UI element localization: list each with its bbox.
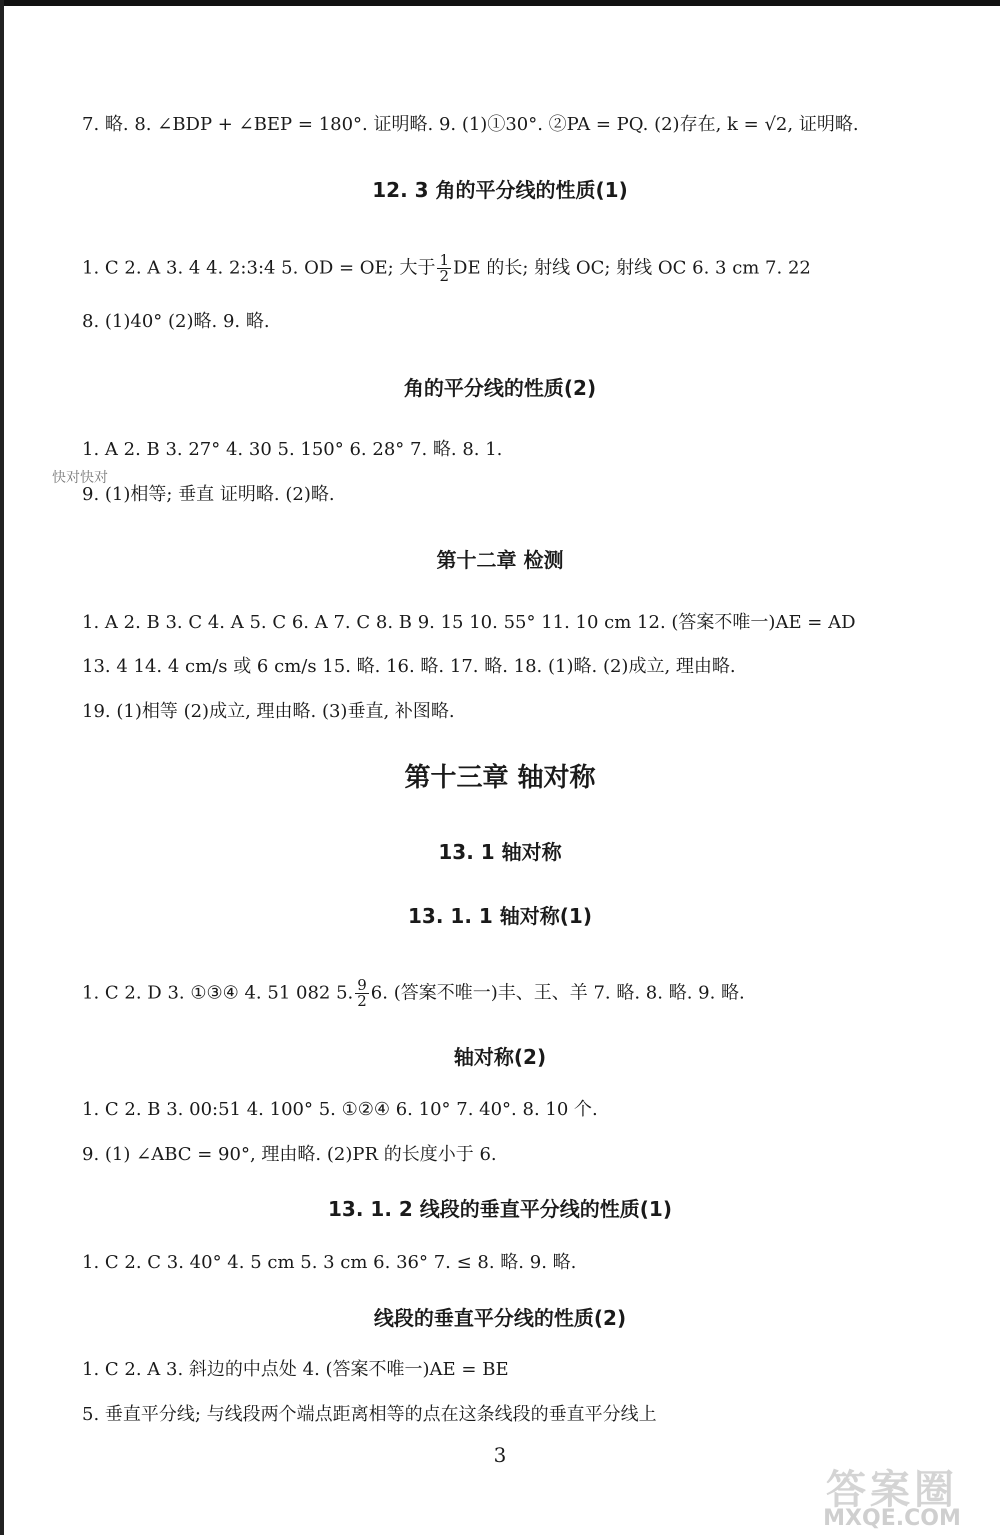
fraction-one-half: [437, 253, 451, 284]
answer-line-4: 8. (1)40° (2)略. 9. 略.: [82, 311, 270, 332]
section-heading-perpendicular-bisector-2: 线段的垂直平分线的性质(2): [373, 1306, 627, 1330]
answer-line-9: 1. A 2. B 3. C 4. A 5. C 6. A 7. C 8. B 9. 15 10. 55° 11. 10 cm 12. (答案不唯一)AE = AD: [82, 612, 856, 633]
answer-line-11: 19. (1)相等 (2)成立, 理由略. (3)垂直, 补图略.: [82, 701, 455, 722]
answer-line-3: [82, 253, 811, 284]
section-heading-13-1: 13. 1 轴对称: [438, 840, 562, 864]
top-border: [0, 0, 1000, 6]
section-heading-angle-bisector-2: 角的平分线的性质(2): [403, 376, 597, 400]
answer-line-7: 9. (1)相等; 垂直 证明略. (2)略.: [82, 484, 335, 505]
answer-line-15-part-b: 6. (答案不唯一)丰、王、羊 7. 略. 8. 略. 9. 略.: [370, 982, 745, 1004]
fraction-numerator: 1: [439, 251, 450, 269]
section-heading-13-1-1: 13. 1. 1 轴对称(1): [408, 904, 592, 928]
fraction-denominator: 2: [357, 992, 367, 1010]
handwritten-scribble: 快对快对: [52, 470, 108, 486]
answer-line-15-part-a: 1. C 2. D 3. ①③④ 4. 51 082 5.: [82, 982, 354, 1004]
fraction-nine-halves: [355, 978, 369, 1009]
answer-line-1: 7. 略. 8. ∠BDP + ∠BEP = 180°. 证明略. 9. (1)①30°. ②PA = PQ. (2)存在, k = √2, 证明略.: [82, 114, 859, 135]
answer-line-17: 1. C 2. B 3. 00:51 4. 100° 5. ①②④ 6. 10° 7. 40°. 8. 10 个.: [82, 1099, 598, 1120]
fraction-numerator: 9: [357, 976, 367, 994]
answer-line-15: [82, 978, 745, 1009]
watermark-logo: [792, 1458, 992, 1534]
answer-line-6: 1. A 2. B 3. 27° 4. 30 5. 150° 6. 28° 7. 略. 8. 1.: [82, 439, 503, 460]
answer-line-22: 1. C 2. A 3. 斜边的中点处 4. (答案不唯一)AE = BE: [82, 1359, 509, 1380]
section-heading-chapter-12-test: 第十二章 检测: [436, 548, 564, 572]
answer-line-3-part-b: DE 的长; 射线 OC; 射线 OC 6. 3 cm 7. 22: [453, 257, 811, 279]
answer-line-10: 13. 4 14. 4 cm/s 或 6 cm/s 15. 略. 16. 略. 17. 略. 18. (1)略. (2)成立, 理由略.: [82, 656, 736, 677]
answer-line-20: 1. C 2. C 3. 40° 4. 5 cm 5. 3 cm 6. 36° 7. ≤ 8. 略. 9. 略.: [82, 1252, 577, 1273]
watermark-url: MXQE.COM: [823, 1506, 961, 1531]
fraction-denominator: 2: [439, 267, 450, 285]
page-number: 3: [493, 1443, 507, 1467]
section-heading-13-1-2: 13. 1. 2 线段的垂直平分线的性质(1): [328, 1197, 672, 1221]
section-heading-axial-symmetry-2: 轴对称(2): [453, 1045, 547, 1069]
section-heading-12-3: 12. 3 角的平分线的性质(1): [372, 178, 628, 202]
answer-line-18: 9. (1) ∠ABC = 90°, 理由略. (2)PR 的长度小于 6.: [82, 1144, 497, 1165]
watermark-text: 答案圈: [826, 1467, 958, 1513]
chapter-heading-13: 第十三章 轴对称: [404, 763, 596, 793]
answer-line-3-part-a: 1. C 2. A 3. 4 4. 2:3:4 5. OD = OE; 大于: [82, 257, 436, 279]
answer-line-23: 5. 垂直平分线; 与线段两个端点距离相等的点在这条线段的垂直平分线上: [82, 1404, 657, 1425]
